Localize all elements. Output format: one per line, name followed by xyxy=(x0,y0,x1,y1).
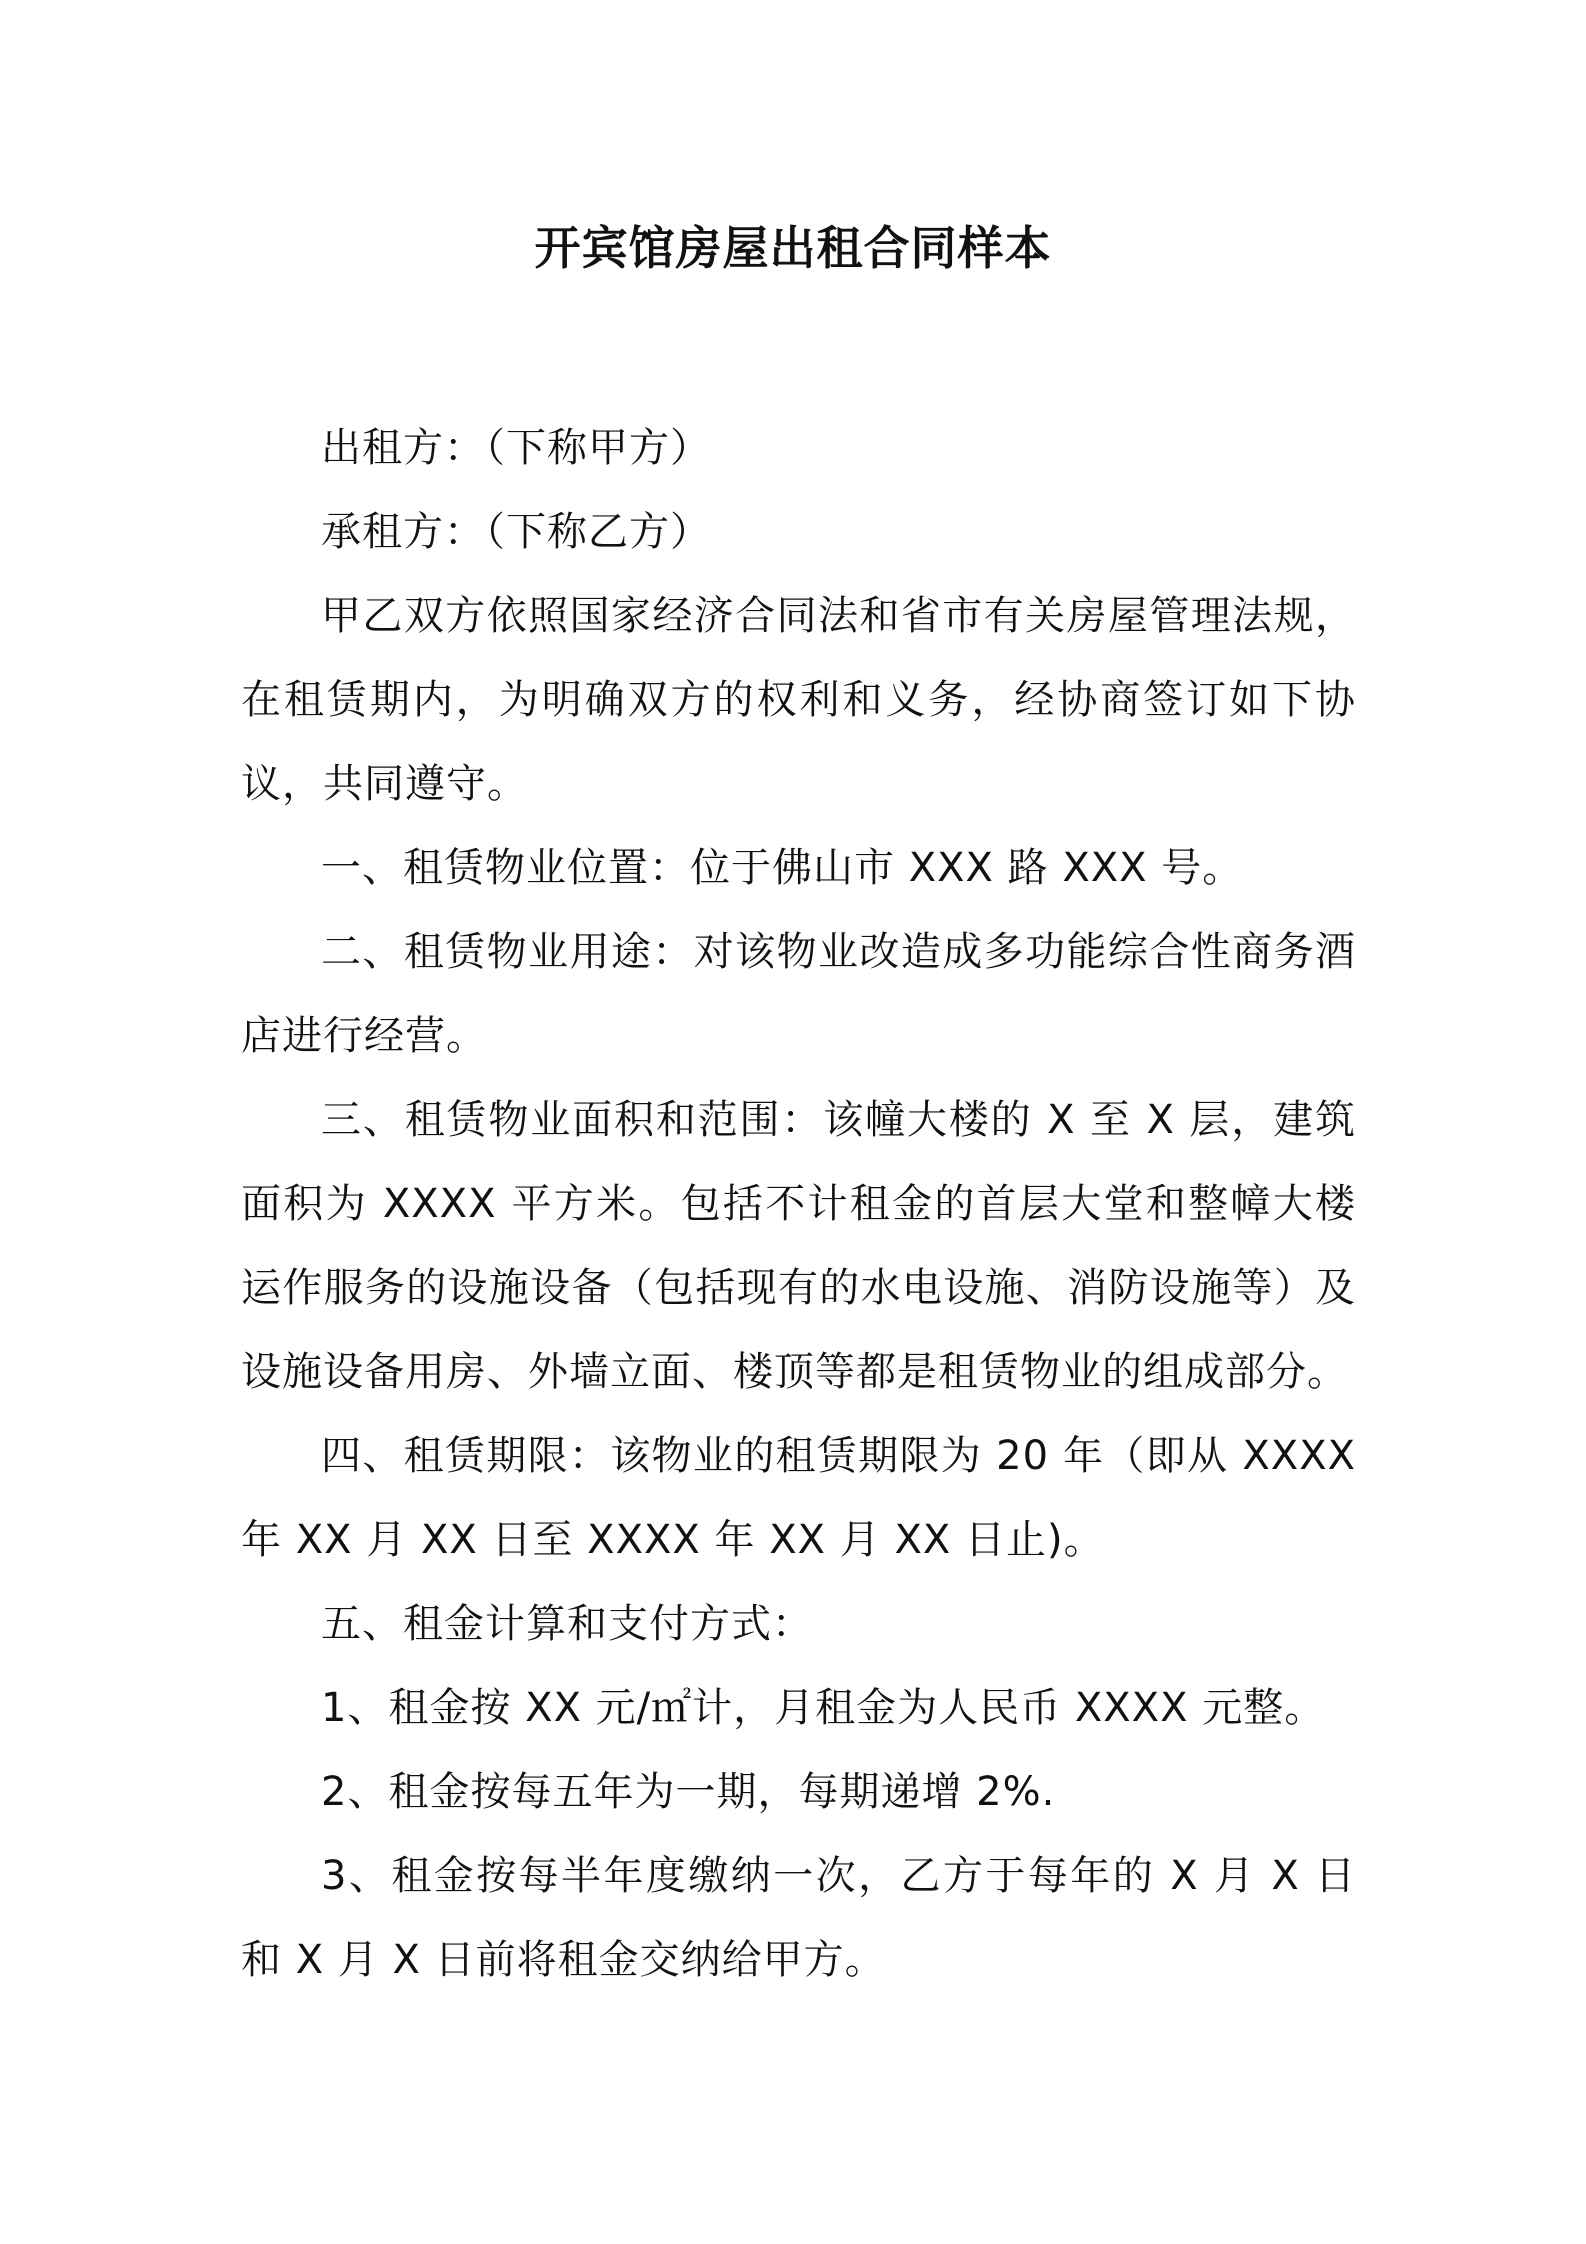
document-title: 开宾馆房屋出租合同样本 xyxy=(534,221,1052,275)
paragraph-clause-5-3: 3、租金按每半年度缴纳一次，乙方于每年的 X 月 X 日和 X 月 X 日前将租金交纳给甲方。 xyxy=(241,1853,1356,1983)
document-body xyxy=(241,406,1356,2002)
paragraph-clause-5: 五、租金计算和支付方式： xyxy=(321,1601,813,1647)
paragraph-preamble: 甲乙双方依照国家经济合同法和省市有关房屋管理法规，在租赁期内，为明确双方的权利和义务，经协商签订如下协议，共同遵守。 xyxy=(241,593,1356,807)
paragraph-lessor: 出租方：（下称甲方） xyxy=(321,425,711,471)
paragraph-lessee: 承租方：（下称乙方） xyxy=(321,509,711,555)
paragraph-clause-2: 二、租赁物业用途：对该物业改造成多功能综合性商务酒店进行经营。 xyxy=(241,929,1356,1059)
paragraph-clause-5-1: 1、租金按 XX 元/㎡计，月租金为人民币 XXXX 元整。 xyxy=(321,1685,1326,1731)
paragraph-clause-4: 四、租赁期限：该物业的租赁期限为 20 年（即从 XXXX 年 XX 月 XX 日至 XXXX 年 XX 月 XX 日止)。 xyxy=(241,1433,1356,1563)
paragraph-clause-1: 一、租赁物业位置：位于佛山市 XXX 路 XXX 号。 xyxy=(321,845,1244,891)
paragraph-clause-5-2: 2、租金按每五年为一期，每期递增 2%. xyxy=(321,1769,1056,1815)
paragraph-clause-3: 三、租赁物业面积和范围：该幢大楼的 X 至 X 层，建筑面积为 XXXX 平方米。包括不计租金的首层大堂和整幛大楼运作服务的设施设备（包括现有的水电设施、消防设施等）及设施设备用房、外墙立面、楼顶等都是租赁物业的组成部分。 xyxy=(241,1097,1356,1395)
